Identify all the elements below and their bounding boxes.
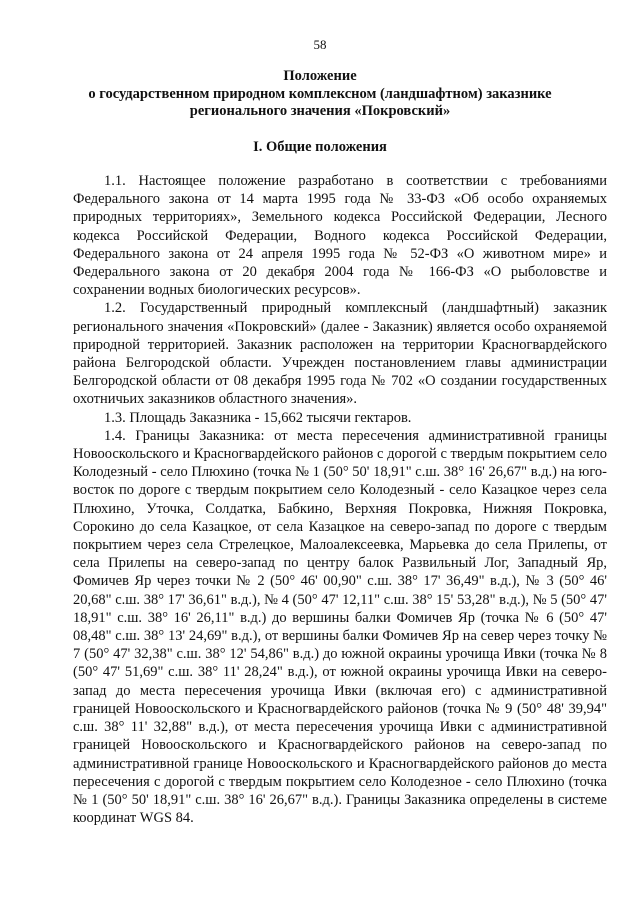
page-number: 58: [313, 37, 327, 52]
paragraph-1-4: 1.4. Границы Заказника: от места пересечения административной границы Новооскольского и Красногвардейского районов с дорогой с твердым покрытием село Колодезный - село Плюхино (точка № 1 (50° 50' 18,91" с.ш. 38° 16' 26,67" в.д.) на юго-восток по дороге с твердым покрытием село Колодезный - село Казацкое через села Плюхино, Уточка, Солдатка, Бабкино, Верхняя Покровка, Нижняя Покровка, Сорокино до села Казацкое, от села Казацкое на северо-запад по дороге с твердым покрытием через села Стрелецкое, Малоалексеевка, Марьевка до села Прилепы, от села Прилепы на северо-запад по центру балок Развильный Лог, Западный Яр, Фомичев Яр через точки № 2 (50° 46' 00,90" с.ш. 38° 17' 36,49" в.д.), № 3 (50° 46' 20,68" с.ш. 38° 17' 36,61" в.д.), № 4 (50° 47' 12,11" с.ш. 38° 15' 53,28" в.д.), № 5 (50° 47' 18,91" с.ш. 38° 16' 26,11" в.д.) до вершины балки Фомичев Яр (точка № 6 (50° 47' 08,48" с.ш. 38° 13' 24,69" в.д.), от вершины балки Фомичев Яр на север через точку № 7 (50° 47' 32,38" с.ш. 38° 12' 54,86" в.д.) до южной окраины урочища Ивки (точка № 8 (50° 47' 51,69" с.ш. 38° 11' 28,24" в.д.), от южной окраины урочища Ивки на северо-запад до места пересечения урочища Ивки (включая его) с административной границей Новооскольского и Красногвардейского районов (точка № 9 (50° 48' 39,94" с.ш. 38° 11' 32,88" в.д.), от места пересечения урочища Ивки с административной границей Новооскольского и Красногвардейского районов на северо-запад по административной границе Новооскольского и Красногвардейского районов до места пересечения с дорогой с твердым покрытием село Колодезное - село Плюхино (точка № 1 (50° 50' 18,91" с.ш. 38° 16' 26,67" в.д.). Границы Заказника определены в системе координат WGS 84.: [73, 427, 607, 827]
title-line-3: регионального значения «Покровский»: [189, 103, 451, 119]
document-body: [73, 172, 607, 827]
document-title: [0, 68, 640, 121]
title-line-2: о государственном природном комплексном (ландшафтном) заказнике: [88, 85, 552, 102]
title-line-1: Положение: [283, 68, 357, 84]
section-heading: I. Общие положения: [253, 139, 387, 155]
paragraph-1-3: 1.3. Площадь Заказника - 15,662 тысячи гектаров.: [104, 409, 412, 426]
paragraph-1-1: 1.1. Настоящее положение разработано в соответствии с требованиями Федерального закона от 14 марта 1995 года № 33-ФЗ «Об особо охраняемых природных территориях», Земельного кодекса Российской Федерации, Лесного кодекса Российской Федерации, Водного кодекса Российской Федерации, Федерального закона от 24 апреля 1995 года № 52-ФЗ «О животном мире» и Федерального закона от 20 декабря 2004 года № 166-ФЗ «О рыболовстве и сохранении водных биологических ресурсов».: [73, 173, 607, 299]
paragraph-1-2: 1.2. Государственный природный комплексный (ландшафтный) заказник регионального значения «Покровский» (далее - Заказник) является особо охраняемой природной территорией. Заказник расположен на территории Красногвардейского района Белгородской области. Учрежден постановлением главы администрации Белгородской области от 08 декабря 1995 года № 702 «О создании государственных охотничьих заказников областного значения».: [73, 300, 607, 408]
